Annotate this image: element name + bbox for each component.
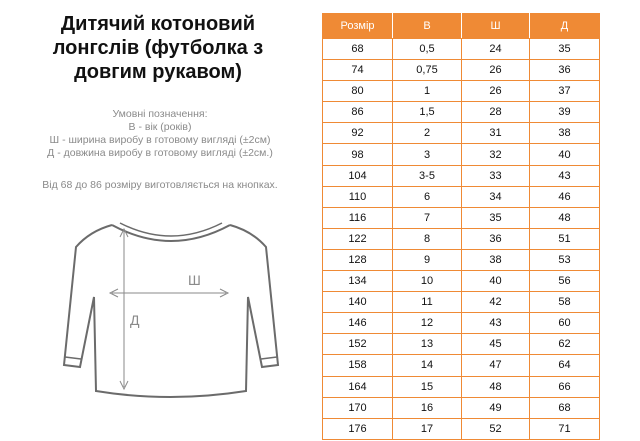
cell-width: 35 bbox=[462, 207, 530, 228]
cell-age: 2 bbox=[393, 123, 462, 144]
cell-width: 45 bbox=[462, 334, 530, 355]
title-line: Дитячий котоновий bbox=[60, 13, 256, 35]
cell-age: 0,75 bbox=[393, 60, 462, 81]
size-table bbox=[322, 13, 600, 440]
cell-width: 36 bbox=[462, 228, 530, 249]
cell-length: 68 bbox=[530, 397, 600, 418]
legend-item: Д - довжина виробу в готовому вигляді (±2см.) bbox=[47, 147, 273, 159]
cell-size: 110 bbox=[323, 186, 393, 207]
table-row bbox=[323, 207, 600, 228]
cell-width: 49 bbox=[462, 397, 530, 418]
table-row bbox=[323, 418, 600, 439]
cell-length: 64 bbox=[530, 355, 600, 376]
cell-age: 12 bbox=[393, 313, 462, 334]
cell-width: 48 bbox=[462, 376, 530, 397]
cell-age: 3 bbox=[393, 144, 462, 165]
table-row bbox=[323, 144, 600, 165]
cell-age: 3-5 bbox=[393, 165, 462, 186]
table-row bbox=[323, 271, 600, 292]
longsleeve-diagram bbox=[50, 205, 290, 405]
cell-size: 152 bbox=[323, 334, 393, 355]
cell-length: 66 bbox=[530, 376, 600, 397]
cell-age: 1,5 bbox=[393, 102, 462, 123]
cell-length: 38 bbox=[530, 123, 600, 144]
table-row bbox=[323, 355, 600, 376]
cell-width: 26 bbox=[462, 81, 530, 102]
cell-width: 26 bbox=[462, 60, 530, 81]
cell-age: 9 bbox=[393, 249, 462, 270]
cell-length: 60 bbox=[530, 313, 600, 334]
cell-length: 35 bbox=[530, 39, 600, 60]
cell-size: 128 bbox=[323, 249, 393, 270]
cell-size: 92 bbox=[323, 123, 393, 144]
table-row bbox=[323, 81, 600, 102]
cell-size: 176 bbox=[323, 418, 393, 439]
table-row bbox=[323, 376, 600, 397]
cell-size: 158 bbox=[323, 355, 393, 376]
table-row bbox=[323, 102, 600, 123]
table-row bbox=[323, 186, 600, 207]
cell-length: 46 bbox=[530, 186, 600, 207]
cell-age: 15 bbox=[393, 376, 462, 397]
cell-width: 28 bbox=[462, 102, 530, 123]
cell-age: 6 bbox=[393, 186, 462, 207]
cell-width: 47 bbox=[462, 355, 530, 376]
cell-size: 74 bbox=[323, 60, 393, 81]
cell-width: 33 bbox=[462, 165, 530, 186]
length-label: Д bbox=[130, 312, 140, 328]
cell-age: 10 bbox=[393, 271, 462, 292]
cell-age: 17 bbox=[393, 418, 462, 439]
cell-age: 0,5 bbox=[393, 39, 462, 60]
cell-width: 24 bbox=[462, 39, 530, 60]
table-row bbox=[323, 249, 600, 270]
cell-width: 42 bbox=[462, 292, 530, 313]
table-header-row bbox=[323, 14, 600, 39]
header-length: Д bbox=[530, 14, 600, 39]
cell-size: 116 bbox=[323, 207, 393, 228]
cell-length: 51 bbox=[530, 228, 600, 249]
cell-size: 122 bbox=[323, 228, 393, 249]
legend bbox=[20, 108, 300, 160]
cell-width: 38 bbox=[462, 249, 530, 270]
cell-size: 104 bbox=[323, 165, 393, 186]
cell-width: 52 bbox=[462, 418, 530, 439]
table-row bbox=[323, 165, 600, 186]
table-row bbox=[323, 39, 600, 60]
cell-length: 48 bbox=[530, 207, 600, 228]
header-width: Ш bbox=[462, 14, 530, 39]
cell-age: 14 bbox=[393, 355, 462, 376]
table-row bbox=[323, 60, 600, 81]
legend-item: Ш - ширина виробу в готовому вигляді (±2см) bbox=[49, 134, 271, 146]
cell-length: 39 bbox=[530, 102, 600, 123]
cell-size: 146 bbox=[323, 313, 393, 334]
table-body bbox=[323, 39, 600, 440]
cell-width: 40 bbox=[462, 271, 530, 292]
cell-length: 56 bbox=[530, 271, 600, 292]
legend-note: Від 68 до 86 розміру виготовляється на кнопках. bbox=[42, 179, 278, 191]
title-line: лонгслів (футболка з bbox=[52, 37, 264, 59]
cell-length: 62 bbox=[530, 334, 600, 355]
cell-length: 58 bbox=[530, 292, 600, 313]
legend-heading: Умовні позначення: bbox=[112, 108, 208, 120]
cell-size: 86 bbox=[323, 102, 393, 123]
cell-size: 134 bbox=[323, 271, 393, 292]
shirt-outline bbox=[64, 225, 278, 397]
cell-size: 68 bbox=[323, 39, 393, 60]
page-title bbox=[24, 12, 292, 84]
cell-size: 80 bbox=[323, 81, 393, 102]
table-row bbox=[323, 292, 600, 313]
cell-length: 53 bbox=[530, 249, 600, 270]
cell-age: 1 bbox=[393, 81, 462, 102]
cell-width: 43 bbox=[462, 313, 530, 334]
header-age: В bbox=[393, 14, 462, 39]
legend-item: В - вік (років) bbox=[128, 121, 192, 133]
cell-length: 37 bbox=[530, 81, 600, 102]
width-label: Ш bbox=[188, 272, 201, 288]
cell-age: 13 bbox=[393, 334, 462, 355]
cell-size: 164 bbox=[323, 376, 393, 397]
cell-length: 71 bbox=[530, 418, 600, 439]
cell-length: 36 bbox=[530, 60, 600, 81]
cell-size: 140 bbox=[323, 292, 393, 313]
header-size: Розмір bbox=[323, 14, 393, 39]
cell-width: 32 bbox=[462, 144, 530, 165]
table-row bbox=[323, 228, 600, 249]
table-row bbox=[323, 123, 600, 144]
title-line: довгим рукавом) bbox=[74, 61, 242, 83]
cell-size: 98 bbox=[323, 144, 393, 165]
cell-width: 31 bbox=[462, 123, 530, 144]
cell-age: 16 bbox=[393, 397, 462, 418]
table-row bbox=[323, 313, 600, 334]
cell-age: 8 bbox=[393, 228, 462, 249]
table-row bbox=[323, 397, 600, 418]
cell-length: 40 bbox=[530, 144, 600, 165]
cell-age: 11 bbox=[393, 292, 462, 313]
cell-age: 7 bbox=[393, 207, 462, 228]
cell-length: 43 bbox=[530, 165, 600, 186]
cell-width: 34 bbox=[462, 186, 530, 207]
cell-size: 170 bbox=[323, 397, 393, 418]
table-row bbox=[323, 334, 600, 355]
